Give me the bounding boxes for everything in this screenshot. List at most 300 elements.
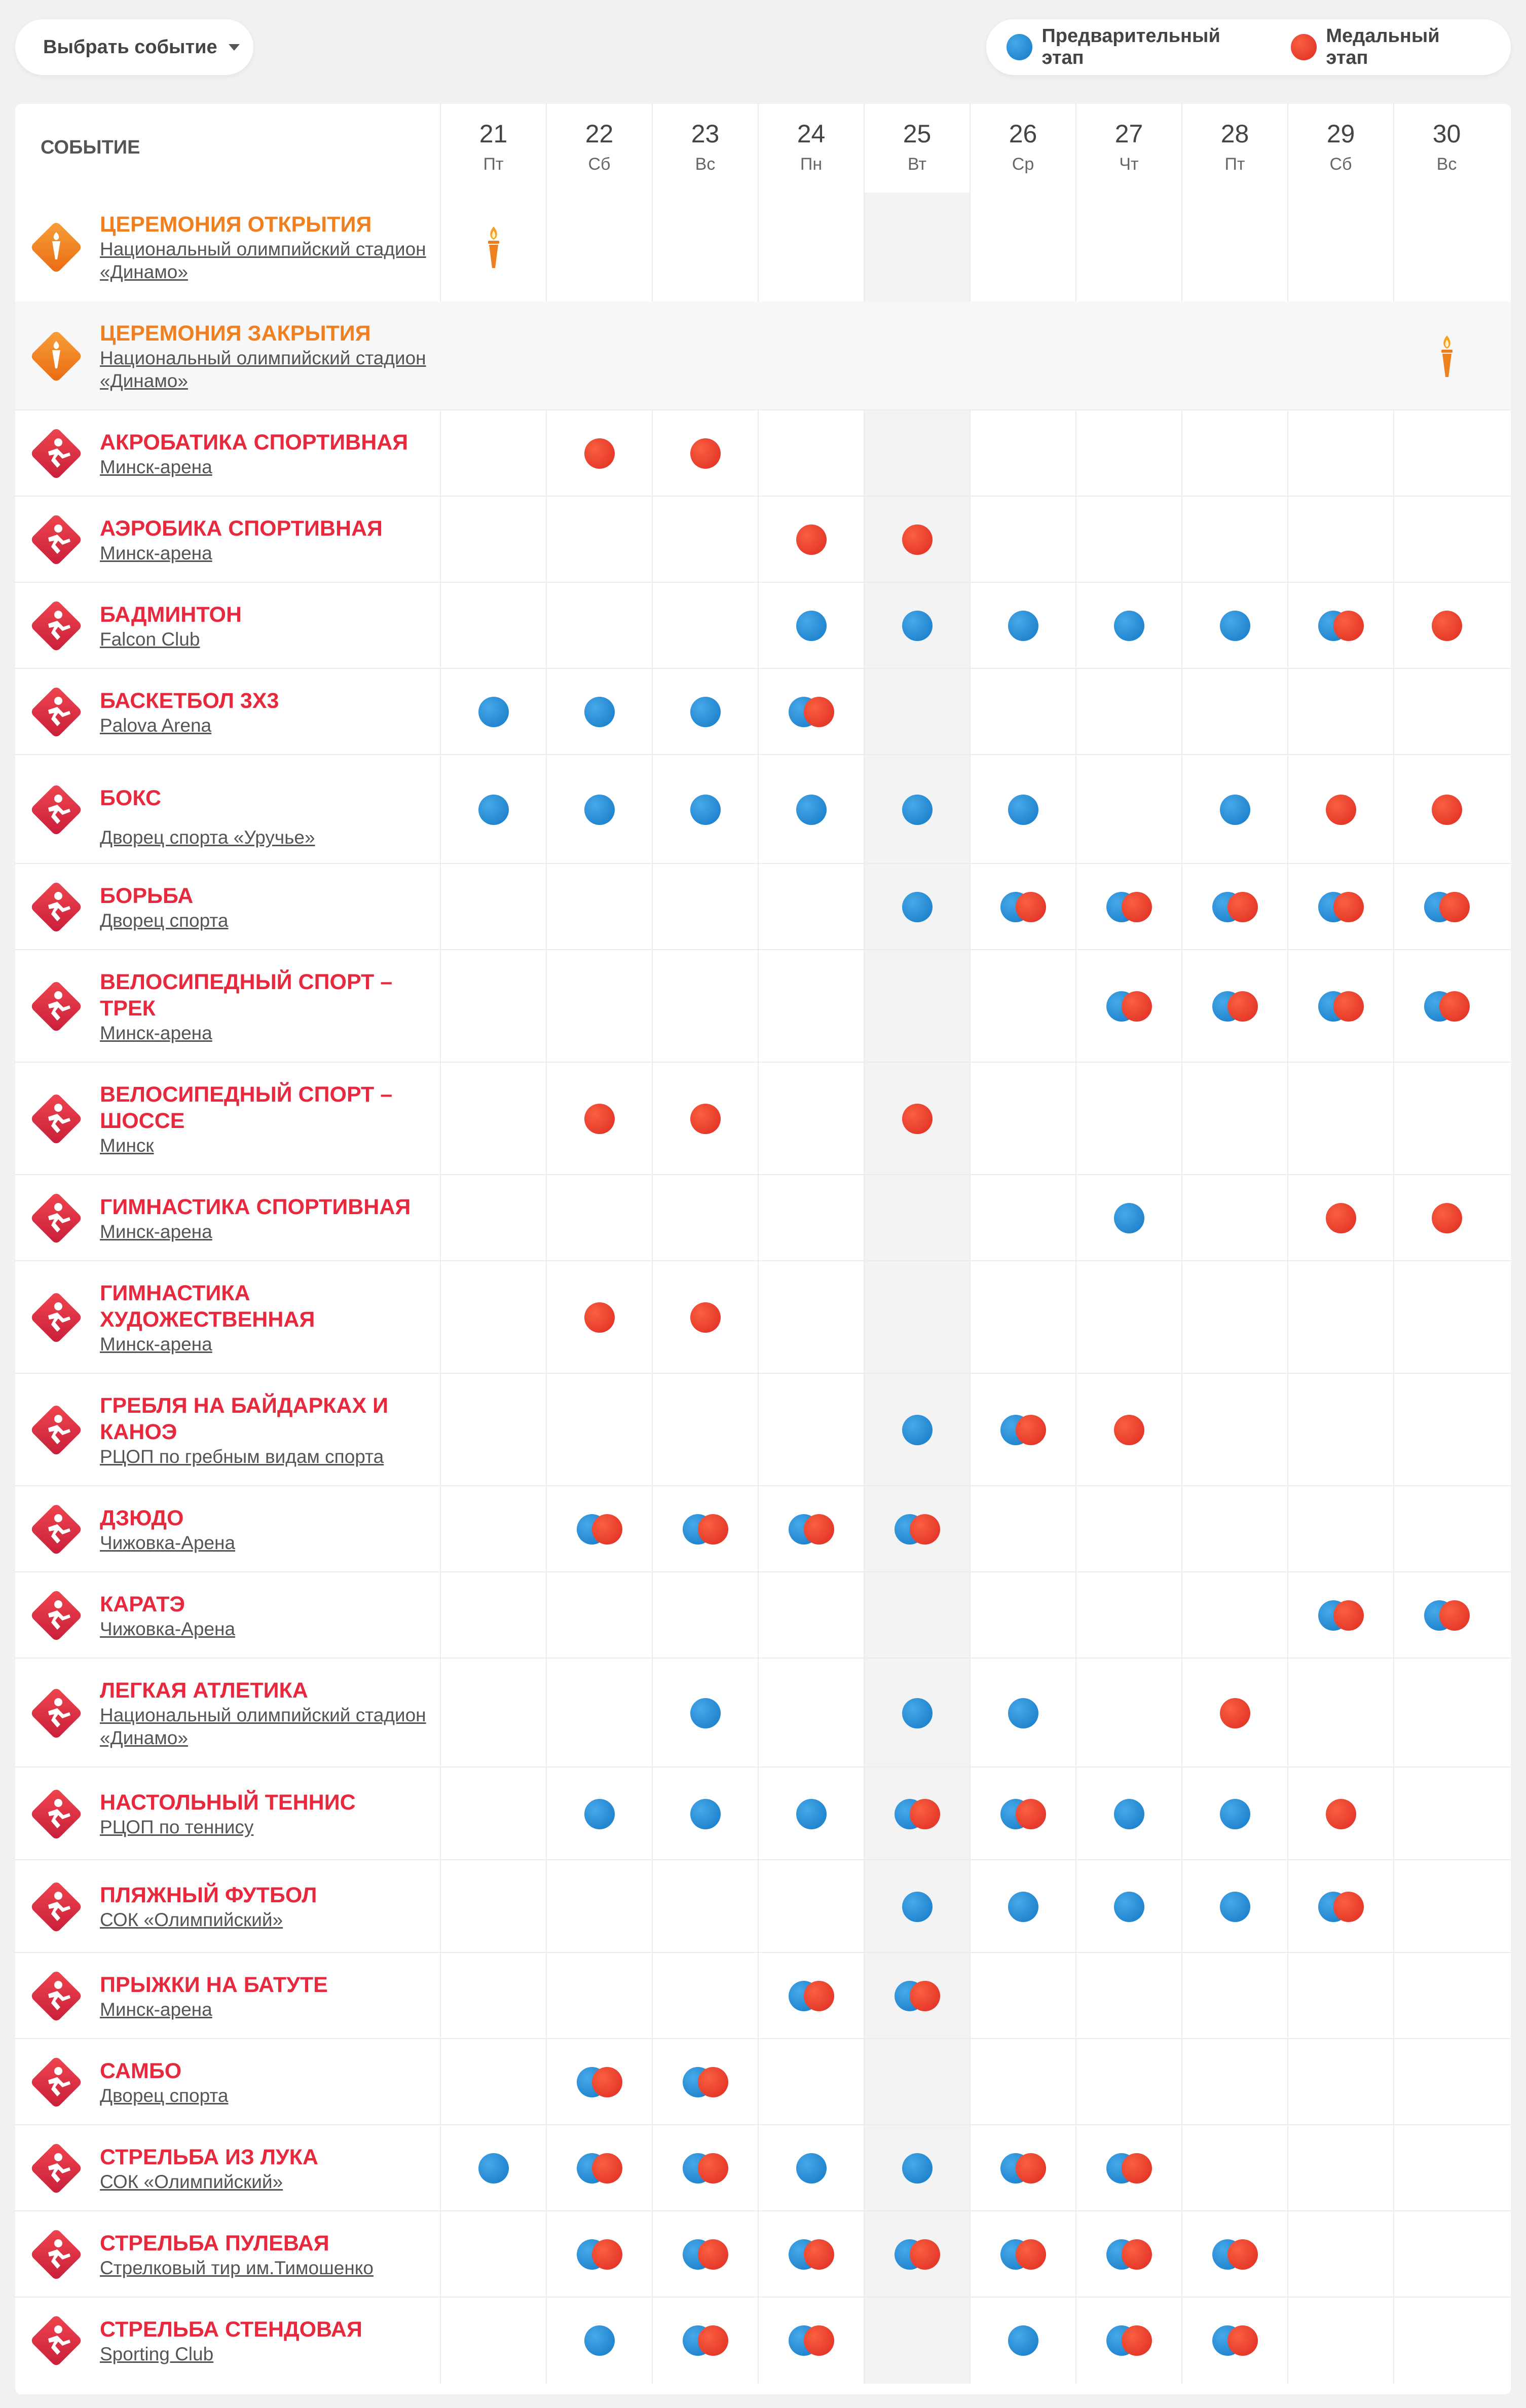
aerobics-icon bbox=[28, 511, 85, 568]
event-title[interactable]: АКРОБАТИКА СПОРТИВНАЯ bbox=[100, 430, 408, 455]
shotgun-shooting-icon bbox=[28, 2312, 85, 2369]
medal-stage-marker[interactable] bbox=[1432, 795, 1462, 825]
red-dot-icon bbox=[1016, 1415, 1046, 1445]
red-dot-icon bbox=[690, 438, 721, 469]
day-number: 24 bbox=[797, 120, 826, 148]
wrestling-icon bbox=[28, 879, 85, 935]
weekday-label: Пн bbox=[800, 155, 823, 174]
day-number: 22 bbox=[585, 120, 614, 148]
blue-dot-icon bbox=[902, 611, 933, 641]
preliminary-stage-marker[interactable] bbox=[690, 697, 721, 727]
medal-stage-marker[interactable] bbox=[1326, 1203, 1356, 1233]
caret-down-icon bbox=[229, 44, 240, 51]
preliminary-stage-marker[interactable] bbox=[1008, 611, 1038, 641]
red-dot-icon bbox=[902, 524, 933, 555]
event-venue-link[interactable]: СОК «Олимпийский» bbox=[100, 1909, 283, 1930]
event-venue-link[interactable]: Дворец спорта bbox=[100, 2085, 229, 2106]
medal-stage-marker[interactable] bbox=[584, 1302, 615, 1333]
preliminary-stage-marker[interactable] bbox=[902, 611, 933, 641]
event-row bbox=[15, 1261, 1511, 1374]
red-dot-icon bbox=[796, 524, 827, 555]
red-dot-icon bbox=[1291, 34, 1317, 60]
event-title[interactable]: ПЛЯЖНЫЙ ФУТБОЛ bbox=[100, 1883, 317, 1907]
event-venue-link[interactable]: Минск-арена bbox=[100, 1334, 212, 1354]
preliminary-and-medal-marker[interactable] bbox=[683, 2153, 728, 2184]
preliminary-and-medal-marker[interactable] bbox=[1000, 892, 1046, 922]
preliminary-and-medal-marker[interactable] bbox=[1000, 1415, 1046, 1445]
event-venue-link[interactable]: Дворец спорта «Уручье» bbox=[100, 827, 315, 848]
preliminary-stage-marker[interactable] bbox=[796, 611, 827, 641]
medal-stage-marker[interactable] bbox=[690, 1104, 721, 1134]
blue-dot-icon bbox=[902, 1698, 933, 1728]
preliminary-stage-marker[interactable] bbox=[902, 1415, 933, 1445]
event-title[interactable]: СТРЕЛЬБА СТЕНДОВАЯ bbox=[100, 2317, 362, 2342]
preliminary-stage-marker[interactable] bbox=[796, 1799, 827, 1829]
preliminary-stage-marker[interactable] bbox=[1008, 1698, 1038, 1728]
preliminary-stage-marker[interactable] bbox=[690, 1799, 721, 1829]
event-title[interactable]: ЦЕРЕМОНИЯ ЗАКРЫТИЯ bbox=[100, 321, 371, 346]
red-dot-icon bbox=[690, 1104, 721, 1134]
event-row bbox=[15, 1659, 1511, 1767]
red-dot-icon bbox=[804, 697, 834, 727]
red-dot-icon bbox=[804, 1514, 834, 1545]
preliminary-and-medal-marker[interactable] bbox=[1212, 892, 1258, 922]
red-dot-icon bbox=[1220, 1698, 1250, 1728]
blue-dot-icon bbox=[1220, 795, 1250, 825]
blue-dot-icon bbox=[584, 697, 615, 727]
preliminary-and-medal-marker[interactable] bbox=[683, 2325, 728, 2356]
event-row bbox=[15, 1486, 1511, 1572]
preliminary-stage-marker[interactable] bbox=[478, 795, 509, 825]
preliminary-and-medal-marker[interactable] bbox=[895, 1514, 940, 1545]
badminton-icon bbox=[28, 597, 85, 654]
blue-dot-icon bbox=[1220, 1799, 1250, 1829]
blue-dot-icon bbox=[1008, 611, 1038, 641]
preliminary-and-medal-marker[interactable] bbox=[895, 1799, 940, 1829]
event-title[interactable]: ЦЕРЕМОНИЯ ОТКРЫТИЯ bbox=[100, 212, 372, 237]
preliminary-and-medal-marker[interactable] bbox=[1318, 991, 1364, 1022]
event-venue-link[interactable]: Стрелковый тир им.Тимошенко bbox=[100, 2258, 374, 2278]
red-dot-icon bbox=[1016, 892, 1046, 922]
event-title[interactable]: БОКС bbox=[100, 786, 162, 810]
medal-stage-marker[interactable] bbox=[1220, 1698, 1250, 1728]
red-dot-icon bbox=[1333, 611, 1364, 641]
preliminary-and-medal-marker[interactable] bbox=[789, 2239, 834, 2270]
red-dot-icon bbox=[910, 1799, 940, 1829]
preliminary-and-medal-marker[interactable] bbox=[1318, 1892, 1364, 1922]
preliminary-stage-marker[interactable] bbox=[1114, 1799, 1144, 1829]
blue-dot-icon bbox=[902, 892, 933, 922]
event-title[interactable]: КАРАТЭ bbox=[100, 1592, 185, 1616]
event-row bbox=[15, 302, 1511, 410]
blue-dot-icon bbox=[584, 795, 615, 825]
blue-dot-icon bbox=[478, 2153, 509, 2184]
preliminary-and-medal-marker[interactable] bbox=[895, 2239, 940, 2270]
event-title[interactable]: ГИМНАСТИКА ХУДОЖЕСТВЕННАЯ bbox=[100, 1281, 315, 1332]
weekday-label: Вс bbox=[1436, 155, 1457, 174]
event-title[interactable]: САМБО bbox=[100, 2059, 182, 2083]
weekday-label: Вт bbox=[907, 155, 927, 174]
day-number: 21 bbox=[479, 120, 508, 148]
event-venue-link[interactable]: РЦОП по теннису bbox=[100, 1817, 254, 1837]
blue-dot-icon bbox=[1220, 611, 1250, 641]
event-venue-link[interactable]: СОК «Олимпийский» bbox=[100, 2171, 283, 2192]
medal-stage-marker[interactable] bbox=[1432, 611, 1462, 641]
red-dot-icon bbox=[1432, 795, 1462, 825]
event-title[interactable]: БАСКЕТБОЛ 3Х3 bbox=[100, 689, 279, 713]
blue-dot-icon bbox=[1114, 1892, 1144, 1922]
blue-dot-icon bbox=[690, 697, 721, 727]
preliminary-and-medal-marker[interactable] bbox=[1106, 2325, 1152, 2356]
blue-dot-icon bbox=[690, 1799, 721, 1829]
event-row bbox=[15, 1767, 1511, 1860]
event-row bbox=[15, 864, 1511, 950]
event-title[interactable]: БОРЬБА bbox=[100, 884, 194, 908]
red-dot-icon bbox=[1333, 991, 1364, 1022]
day-number: 28 bbox=[1220, 120, 1249, 148]
legend-medal-label: Медальный этап bbox=[1326, 25, 1440, 68]
day-number: 25 bbox=[903, 120, 932, 148]
preliminary-and-medal-marker[interactable] bbox=[1212, 2325, 1258, 2356]
event-row bbox=[15, 497, 1511, 583]
event-row bbox=[15, 1175, 1511, 1261]
blue-dot-icon bbox=[690, 795, 721, 825]
red-dot-icon bbox=[592, 2067, 622, 2097]
medal-stage-marker[interactable] bbox=[690, 438, 721, 469]
preliminary-stage-marker[interactable] bbox=[1220, 795, 1250, 825]
red-dot-icon bbox=[584, 438, 615, 469]
preliminary-stage-marker[interactable] bbox=[478, 697, 509, 727]
preliminary-stage-marker[interactable] bbox=[1220, 1799, 1250, 1829]
red-dot-icon bbox=[1114, 1415, 1144, 1445]
preliminary-and-medal-marker[interactable] bbox=[577, 2067, 622, 2097]
preliminary-stage-marker[interactable] bbox=[1220, 611, 1250, 641]
event-title[interactable]: ГИМНАСТИКА СПОРТИВНАЯ bbox=[100, 1195, 411, 1219]
preliminary-stage-marker[interactable] bbox=[1008, 795, 1038, 825]
event-row bbox=[15, 1860, 1511, 1953]
medal-stage-marker[interactable] bbox=[1432, 1203, 1462, 1233]
event-row bbox=[15, 2298, 1511, 2384]
blue-dot-icon bbox=[690, 1698, 721, 1728]
medal-stage-marker[interactable] bbox=[690, 1302, 721, 1333]
event-venue-link[interactable]: Дворец спорта bbox=[100, 910, 229, 931]
day-column-header bbox=[440, 104, 546, 193]
red-dot-icon bbox=[1122, 991, 1152, 1022]
blue-dot-icon bbox=[796, 2153, 827, 2184]
event-title[interactable]: ГРЕБЛЯ НА БАЙДАРКАХ И КАНОЭ bbox=[100, 1394, 389, 1444]
day-column-header bbox=[864, 104, 970, 193]
karate-icon bbox=[28, 1587, 85, 1644]
red-dot-icon bbox=[584, 1104, 615, 1134]
event-venue-link[interactable]: Минск-арена bbox=[100, 543, 212, 563]
red-dot-icon bbox=[698, 2325, 728, 2356]
red-dot-icon bbox=[1439, 1600, 1470, 1631]
red-dot-icon bbox=[1016, 2239, 1046, 2270]
weekday-label: Пт bbox=[1224, 155, 1245, 174]
athletics-icon bbox=[28, 1685, 85, 1742]
event-title[interactable]: ДЗЮДО bbox=[100, 1506, 184, 1530]
preliminary-and-medal-marker[interactable] bbox=[683, 2067, 728, 2097]
preliminary-stage-marker[interactable] bbox=[584, 1799, 615, 1829]
event-venue-link[interactable]: Минск-арена bbox=[100, 1221, 212, 1242]
event-row bbox=[15, 2125, 1511, 2211]
event-title[interactable]: ВЕЛОСИПЕДНЫЙ СПОРТ – ШОССЕ bbox=[100, 1082, 393, 1133]
event-row bbox=[15, 193, 1511, 302]
event-venue-link[interactable]: Palova Arena bbox=[100, 715, 212, 736]
red-dot-icon bbox=[698, 2067, 728, 2097]
day-column-header bbox=[1288, 104, 1394, 193]
blue-dot-icon bbox=[1114, 1799, 1144, 1829]
day-column-header bbox=[652, 104, 758, 193]
red-dot-icon bbox=[1227, 2239, 1258, 2270]
preliminary-and-medal-marker[interactable] bbox=[1318, 611, 1364, 641]
red-dot-icon bbox=[1326, 795, 1356, 825]
medal-stage-marker[interactable] bbox=[902, 524, 933, 555]
event-title[interactable]: АЭРОБИКА СПОРТИВНАЯ bbox=[100, 516, 383, 541]
event-title[interactable]: НАСТОЛЬНЫЙ ТЕННИС bbox=[100, 1790, 356, 1815]
preliminary-stage-marker[interactable] bbox=[584, 2325, 615, 2356]
event-venue-link[interactable]: Falcon Club bbox=[100, 629, 200, 650]
event-title[interactable]: СТРЕЛЬБА ПУЛЕВАЯ bbox=[100, 2231, 329, 2255]
torch-icon bbox=[1437, 333, 1457, 382]
blue-dot-icon bbox=[1008, 2325, 1038, 2356]
event-venue-link[interactable]: Sporting Club bbox=[100, 2344, 214, 2364]
preliminary-and-medal-marker[interactable] bbox=[1000, 2239, 1046, 2270]
preliminary-and-medal-marker[interactable] bbox=[1318, 1600, 1364, 1631]
judo-icon bbox=[28, 1501, 85, 1558]
red-dot-icon bbox=[1333, 1600, 1364, 1631]
event-row bbox=[15, 1063, 1511, 1175]
preliminary-and-medal-marker[interactable] bbox=[683, 2239, 728, 2270]
select-event-dropdown[interactable] bbox=[15, 19, 253, 75]
blue-dot-icon bbox=[1007, 34, 1032, 60]
event-title[interactable]: БАДМИНТОН bbox=[100, 603, 242, 627]
event-venue-link[interactable]: Национальный олимпийский стадион «Динамо» bbox=[100, 239, 426, 282]
day-number: 23 bbox=[691, 120, 720, 148]
event-title[interactable]: СТРЕЛЬБА ИЗ ЛУКА bbox=[100, 2145, 318, 2169]
preliminary-and-medal-marker[interactable] bbox=[789, 1514, 834, 1545]
day-column-header bbox=[546, 104, 652, 193]
medal-stage-marker[interactable] bbox=[902, 1104, 933, 1134]
blue-dot-icon bbox=[902, 1892, 933, 1922]
ceremony-torch-icon bbox=[28, 219, 85, 276]
red-dot-icon bbox=[902, 1104, 933, 1134]
shooting-icon bbox=[28, 2226, 85, 2283]
blue-dot-icon bbox=[902, 2153, 933, 2184]
event-row bbox=[15, 2039, 1511, 2125]
preliminary-stage-marker[interactable] bbox=[902, 1698, 933, 1728]
preliminary-stage-marker[interactable] bbox=[478, 2153, 509, 2184]
weekday-label: Сб bbox=[1329, 155, 1352, 174]
event-venue-link[interactable]: Чижовка-Арена bbox=[100, 1619, 236, 1639]
event-venue-link[interactable]: Минск-арена bbox=[100, 1999, 212, 2020]
legend bbox=[986, 19, 1511, 75]
rhythmic-gymnastics-icon bbox=[28, 1289, 85, 1346]
red-dot-icon bbox=[1227, 2325, 1258, 2356]
canoe-icon bbox=[28, 1402, 85, 1458]
select-event-label: Выбрать событие bbox=[43, 36, 217, 58]
blue-dot-icon bbox=[796, 795, 827, 825]
preliminary-and-medal-marker[interactable] bbox=[577, 1514, 622, 1545]
event-venue-link[interactable]: Национальный олимпийский стадион «Динамо» bbox=[100, 348, 426, 391]
preliminary-and-medal-marker[interactable] bbox=[1106, 892, 1152, 922]
preliminary-stage-marker[interactable] bbox=[1220, 1892, 1250, 1922]
blue-dot-icon bbox=[1008, 1892, 1038, 1922]
event-venue-link[interactable]: Минск-арена bbox=[100, 1023, 212, 1043]
day-column-header bbox=[1394, 104, 1500, 193]
blue-dot-icon bbox=[796, 1799, 827, 1829]
legend-preliminary-label: Предварительный этап bbox=[1041, 25, 1220, 68]
red-dot-icon bbox=[1432, 1203, 1462, 1233]
beach-soccer-icon bbox=[28, 1878, 85, 1935]
preliminary-stage-marker[interactable] bbox=[902, 1892, 933, 1922]
preliminary-stage-marker[interactable] bbox=[1008, 2325, 1038, 2356]
medal-stage-marker[interactable] bbox=[1326, 795, 1356, 825]
preliminary-stage-marker[interactable] bbox=[902, 795, 933, 825]
blue-dot-icon bbox=[1114, 611, 1144, 641]
event-venue-link[interactable]: РЦОП по гребным видам спорта bbox=[100, 1446, 384, 1467]
red-dot-icon bbox=[592, 2153, 622, 2184]
event-title[interactable]: ЛЕГКАЯ АТЛЕТИКА bbox=[100, 1678, 308, 1703]
medal-stage-marker[interactable] bbox=[584, 438, 615, 469]
day-number: 29 bbox=[1326, 120, 1355, 148]
basketball-icon bbox=[28, 684, 85, 740]
day-column-header bbox=[1076, 104, 1182, 193]
event-row bbox=[15, 583, 1511, 669]
preliminary-stage-marker[interactable] bbox=[902, 892, 933, 922]
legend-medal bbox=[1291, 25, 1485, 69]
preliminary-and-medal-marker[interactable] bbox=[1212, 991, 1258, 1022]
red-dot-icon bbox=[698, 2153, 728, 2184]
preliminary-and-medal-marker[interactable] bbox=[1106, 2153, 1152, 2184]
red-dot-icon bbox=[804, 1981, 834, 2011]
event-venue-link[interactable]: Минск bbox=[100, 1135, 154, 1156]
day-number: 26 bbox=[1009, 120, 1037, 148]
event-venue-link[interactable]: Национальный олимпийский стадион «Динамо» bbox=[100, 1705, 426, 1748]
preliminary-and-medal-marker[interactable] bbox=[577, 2153, 622, 2184]
weekday-label: Сб bbox=[588, 155, 611, 174]
schedule-table bbox=[15, 104, 1511, 2394]
preliminary-and-medal-marker[interactable] bbox=[789, 697, 834, 727]
preliminary-and-medal-marker[interactable] bbox=[1000, 1799, 1046, 1829]
preliminary-and-medal-marker[interactable] bbox=[683, 1514, 728, 1545]
red-dot-icon bbox=[910, 1981, 940, 2011]
preliminary-and-medal-marker[interactable] bbox=[1106, 991, 1152, 1022]
preliminary-stage-marker[interactable] bbox=[796, 795, 827, 825]
blue-dot-icon bbox=[1008, 795, 1038, 825]
red-dot-icon bbox=[1122, 892, 1152, 922]
preliminary-and-medal-marker[interactable] bbox=[789, 1981, 834, 2011]
red-dot-icon bbox=[592, 1514, 622, 1545]
preliminary-stage-marker[interactable] bbox=[796, 2153, 827, 2184]
red-dot-icon bbox=[698, 2239, 728, 2270]
event-row bbox=[15, 669, 1511, 755]
red-dot-icon bbox=[1122, 2239, 1152, 2270]
day-column-header bbox=[1182, 104, 1288, 193]
red-dot-icon bbox=[698, 1514, 728, 1545]
day-column-header bbox=[970, 104, 1076, 193]
event-row bbox=[15, 2211, 1511, 2298]
weekday-label: Чт bbox=[1119, 155, 1139, 174]
preliminary-and-medal-marker[interactable] bbox=[1212, 2239, 1258, 2270]
blue-dot-icon bbox=[1008, 1698, 1038, 1728]
medal-stage-marker[interactable] bbox=[796, 524, 827, 555]
preliminary-and-medal-marker[interactable] bbox=[1424, 1600, 1470, 1631]
red-dot-icon bbox=[690, 1302, 721, 1333]
preliminary-and-medal-marker[interactable] bbox=[895, 1981, 940, 2011]
acrobatics-icon bbox=[28, 425, 85, 482]
red-dot-icon bbox=[1016, 1799, 1046, 1829]
archery-icon bbox=[28, 2140, 85, 2197]
event-title[interactable]: ПРЫЖКИ НА БАТУТЕ bbox=[100, 1973, 328, 1997]
medal-stage-marker[interactable] bbox=[1326, 1799, 1356, 1829]
preliminary-stage-marker[interactable] bbox=[584, 697, 615, 727]
event-row bbox=[15, 1572, 1511, 1659]
preliminary-stage-marker[interactable] bbox=[584, 795, 615, 825]
preliminary-stage-marker[interactable] bbox=[1114, 1203, 1144, 1233]
red-dot-icon bbox=[1333, 892, 1364, 922]
blue-dot-icon bbox=[478, 697, 509, 727]
blue-dot-icon bbox=[478, 795, 509, 825]
preliminary-and-medal-marker[interactable] bbox=[1106, 2239, 1152, 2270]
preliminary-and-medal-marker[interactable] bbox=[1424, 991, 1470, 1022]
table-header bbox=[15, 104, 1511, 193]
red-dot-icon bbox=[1439, 892, 1470, 922]
red-dot-icon bbox=[1016, 2153, 1046, 2184]
preliminary-and-medal-marker[interactable] bbox=[1424, 892, 1470, 922]
preliminary-and-medal-marker[interactable] bbox=[789, 2325, 834, 2356]
red-dot-icon bbox=[1326, 1203, 1356, 1233]
red-dot-icon bbox=[1122, 2153, 1152, 2184]
preliminary-and-medal-marker[interactable] bbox=[1000, 2153, 1046, 2184]
preliminary-stage-marker[interactable] bbox=[902, 2153, 933, 2184]
blue-dot-icon bbox=[902, 795, 933, 825]
ceremony-torch-icon bbox=[28, 328, 85, 385]
preliminary-and-medal-marker[interactable] bbox=[577, 2239, 622, 2270]
event-venue-link[interactable]: Чижовка-Арена bbox=[100, 1532, 236, 1553]
legend-preliminary bbox=[1007, 25, 1266, 69]
day-number: 30 bbox=[1432, 120, 1461, 148]
event-row bbox=[15, 755, 1511, 864]
red-dot-icon bbox=[910, 2239, 940, 2270]
preliminary-stage-marker[interactable] bbox=[690, 795, 721, 825]
blue-dot-icon bbox=[1220, 1892, 1250, 1922]
event-title[interactable]: ВЕЛОСИПЕДНЫЙ СПОРТ – ТРЕК bbox=[100, 970, 393, 1021]
medal-stage-marker[interactable] bbox=[1114, 1415, 1144, 1445]
event-row bbox=[15, 1374, 1511, 1486]
medal-stage-marker[interactable] bbox=[584, 1104, 615, 1134]
event-column-header: СОБЫТИЕ bbox=[41, 137, 140, 158]
blue-dot-icon bbox=[584, 2325, 615, 2356]
red-dot-icon bbox=[1326, 1799, 1356, 1829]
torch-icon bbox=[483, 224, 504, 273]
blue-dot-icon bbox=[1114, 1203, 1144, 1233]
event-venue-link[interactable]: Минск-арена bbox=[100, 457, 212, 477]
blue-dot-icon bbox=[584, 1799, 615, 1829]
red-dot-icon bbox=[804, 2325, 834, 2356]
preliminary-stage-marker[interactable] bbox=[1114, 1892, 1144, 1922]
weekday-label: Пт bbox=[483, 155, 504, 174]
red-dot-icon bbox=[1227, 991, 1258, 1022]
red-dot-icon bbox=[1432, 611, 1462, 641]
preliminary-and-medal-marker[interactable] bbox=[1318, 892, 1364, 922]
weekday-label: Вс bbox=[695, 155, 716, 174]
table-tennis-icon bbox=[28, 1786, 85, 1842]
preliminary-stage-marker[interactable] bbox=[690, 1698, 721, 1728]
trampoline-icon bbox=[28, 1968, 85, 2024]
preliminary-stage-marker[interactable] bbox=[1008, 1892, 1038, 1922]
preliminary-stage-marker[interactable] bbox=[1114, 611, 1144, 641]
